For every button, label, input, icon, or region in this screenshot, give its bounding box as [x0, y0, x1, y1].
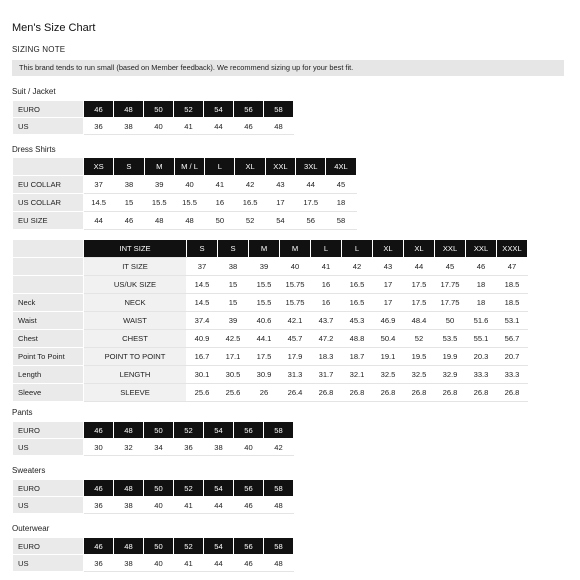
row-label: EURO	[13, 101, 84, 118]
size-cell: 16.5	[235, 194, 265, 212]
size-cell: 50	[144, 480, 174, 497]
table-row	[13, 330, 528, 348]
size-header-cell: L	[342, 240, 373, 258]
measurement-cell: 20.3	[466, 348, 497, 366]
measurement-cell: 33.3	[497, 366, 528, 384]
size-cell: 44	[204, 555, 234, 572]
table-row	[13, 348, 528, 366]
table-row	[13, 176, 357, 194]
measurement-cell: 15.5	[249, 294, 280, 312]
size-cell: 41	[205, 176, 235, 194]
size-cell: 44	[84, 212, 114, 230]
measurement-cell: 42.5	[218, 330, 249, 348]
measurement-cell: 25.6	[218, 384, 249, 402]
size-cell: 45	[326, 176, 356, 194]
measurement-cell: 18.5	[497, 276, 528, 294]
measurement-cell: 17.5	[249, 348, 280, 366]
measurement-cell: 30.1	[187, 366, 218, 384]
row-label: EURO	[13, 422, 84, 439]
measurement-cell: 40.6	[249, 312, 280, 330]
size-cell: 46	[84, 422, 114, 439]
size-cell: 48	[144, 212, 174, 230]
size-cell: 48	[264, 555, 294, 572]
size-cell: 50	[144, 101, 174, 118]
size-cell: 48	[114, 480, 144, 497]
size-cell: 58	[264, 422, 294, 439]
size-cell: 15.5	[174, 194, 204, 212]
size-cell: 56	[234, 422, 264, 439]
measurement-cell: 16	[311, 294, 342, 312]
row-label	[13, 158, 84, 176]
size-cell: 56	[296, 212, 326, 230]
measurement-cell: 26.8	[373, 384, 404, 402]
size-cell: 52	[174, 480, 204, 497]
table-row	[13, 101, 294, 118]
measurement-cell: 42	[342, 258, 373, 276]
table-row	[13, 497, 294, 514]
size-cell: 40	[144, 555, 174, 572]
row-label	[13, 276, 84, 294]
size-cell: 54	[204, 101, 234, 118]
size-cell: 36	[84, 118, 114, 135]
size-cell: 48	[264, 118, 294, 135]
table-row	[13, 118, 294, 135]
measurement-cell: 18	[466, 276, 497, 294]
measurement-cell: 48.8	[342, 330, 373, 348]
size-cell: 40	[144, 118, 174, 135]
measurement-name: IT SIZE	[84, 258, 187, 276]
measurement-cell: 48.4	[404, 312, 435, 330]
measurement-cell: 55.1	[466, 330, 497, 348]
size-header-cell: M / L	[174, 158, 204, 176]
measurement-cell: 15.75	[280, 294, 311, 312]
size-cell: 44	[204, 497, 234, 514]
size-cell: 42	[264, 439, 294, 456]
size-cell: 16	[205, 194, 235, 212]
size-header-cell: M	[144, 158, 174, 176]
size-cell: 46	[84, 538, 114, 555]
row-label: Sleeve	[13, 384, 84, 402]
row-label	[13, 240, 84, 258]
measurement-cell: 26.8	[466, 384, 497, 402]
measurement-cell: 32.9	[435, 366, 466, 384]
size-cell: 56	[234, 101, 264, 118]
sizing-note-heading: SIZING NOTE	[12, 45, 66, 54]
table-row	[13, 212, 357, 230]
size-cell: 17	[265, 194, 295, 212]
row-label: EURO	[13, 480, 84, 497]
row-label: EURO	[13, 538, 84, 555]
row-label: Point To Point	[13, 348, 84, 366]
measurement-cell: 40	[280, 258, 311, 276]
sizing-note-box: This brand tends to run small (based on Member feedback). We recommend sizing up for your best fit.	[12, 60, 564, 76]
table-row	[13, 538, 294, 555]
measurement-cell: 45.3	[342, 312, 373, 330]
size-cell: 38	[114, 118, 144, 135]
size-cell: 38	[114, 176, 144, 194]
measurement-cell: 19.1	[373, 348, 404, 366]
size-cell: 36	[84, 497, 114, 514]
measurement-cell: 19.5	[404, 348, 435, 366]
measurement-cell: 31.7	[311, 366, 342, 384]
size-cell: 14.5	[84, 194, 114, 212]
section-heading-dress-shirts: Dress Shirts	[12, 145, 56, 154]
size-cell: 38	[114, 555, 144, 572]
row-label: US	[13, 439, 84, 456]
measurement-cell: 38	[218, 258, 249, 276]
outerwear-size-table	[12, 537, 294, 572]
measurement-cell: 25.6	[187, 384, 218, 402]
table-row	[13, 366, 528, 384]
section-heading-suit: Suit / Jacket	[12, 87, 56, 96]
size-cell: 52	[174, 538, 204, 555]
measurement-cell: 17.1	[218, 348, 249, 366]
measurement-cell: 26	[249, 384, 280, 402]
size-header-cell: M	[280, 240, 311, 258]
size-cell: 15	[114, 194, 144, 212]
size-cell: 52	[235, 212, 265, 230]
row-label	[13, 258, 84, 276]
size-cell: 50	[144, 422, 174, 439]
size-cell: 41	[174, 497, 204, 514]
table-row	[13, 258, 528, 276]
measurement-cell: 44.1	[249, 330, 280, 348]
measurement-cell: 17.5	[404, 276, 435, 294]
measurement-cell: 43.7	[311, 312, 342, 330]
measurement-name: NECK	[84, 294, 187, 312]
size-header-cell: 3XL	[296, 158, 326, 176]
size-cell: 50	[205, 212, 235, 230]
section-heading-pants: Pants	[12, 408, 33, 417]
table-row	[13, 276, 528, 294]
measurement-cell: 41	[311, 258, 342, 276]
size-cell: 54	[204, 538, 234, 555]
measurement-cell: 15	[218, 276, 249, 294]
dress-shirts-size-table	[12, 157, 357, 230]
size-header-cell: S	[218, 240, 249, 258]
size-header-cell: XL	[373, 240, 404, 258]
size-cell: 46	[234, 497, 264, 514]
size-cell: 17.5	[296, 194, 326, 212]
size-cell: 58	[264, 538, 294, 555]
measurement-cell: 46.9	[373, 312, 404, 330]
measurement-cell: 19.9	[435, 348, 466, 366]
measurement-cell: 16.5	[342, 276, 373, 294]
size-header-cell: S	[114, 158, 144, 176]
suit-size-table	[12, 100, 294, 135]
measurement-name: POINT TO POINT	[84, 348, 187, 366]
sweaters-size-table	[12, 479, 294, 514]
measurement-cell: 18.3	[311, 348, 342, 366]
size-cell: 38	[204, 439, 234, 456]
size-cell: 46	[234, 118, 264, 135]
measurement-cell: 14.5	[187, 276, 218, 294]
measurement-cell: 16.7	[187, 348, 218, 366]
size-cell: 52	[174, 101, 204, 118]
row-label: EU SIZE	[13, 212, 84, 230]
size-header-cell: 4XL	[326, 158, 356, 176]
measurement-cell: 53.5	[435, 330, 466, 348]
measurement-cell: 26.8	[342, 384, 373, 402]
table-header-row	[13, 158, 357, 176]
measurement-cell: 52	[404, 330, 435, 348]
table-header-row	[13, 240, 528, 258]
measurement-cell: 39	[249, 258, 280, 276]
table-row	[13, 480, 294, 497]
measurement-name: CHEST	[84, 330, 187, 348]
measurement-cell: 17	[373, 276, 404, 294]
measurement-cell: 32.5	[404, 366, 435, 384]
size-cell: 41	[174, 118, 204, 135]
size-cell: 54	[204, 480, 234, 497]
measurement-cell: 20.7	[497, 348, 528, 366]
measurement-cell: 45	[435, 258, 466, 276]
measurement-cell: 18.7	[342, 348, 373, 366]
measurement-cell: 26.4	[280, 384, 311, 402]
size-cell: 58	[264, 480, 294, 497]
size-header-cell: XXL	[265, 158, 295, 176]
size-cell: 46	[114, 212, 144, 230]
size-header-cell: XXL	[435, 240, 466, 258]
size-cell: 48	[114, 101, 144, 118]
row-label: US	[13, 497, 84, 514]
size-cell: 44	[296, 176, 326, 194]
row-label: Waist	[13, 312, 84, 330]
measurement-cell: 26.8	[435, 384, 466, 402]
table-row	[13, 384, 528, 402]
row-label: EU COLLAR	[13, 176, 84, 194]
size-cell: 32	[114, 439, 144, 456]
row-label: US	[13, 555, 84, 572]
measurement-cell: 50.4	[373, 330, 404, 348]
size-cell: 58	[264, 101, 294, 118]
size-cell: 48	[114, 422, 144, 439]
measurement-cell: 15.5	[249, 276, 280, 294]
size-cell: 41	[174, 555, 204, 572]
size-header-cell: L	[205, 158, 235, 176]
section-heading-outerwear: Outerwear	[12, 524, 50, 533]
size-cell: 15.5	[144, 194, 174, 212]
size-cell: 48	[114, 538, 144, 555]
size-header-cell: XL	[235, 158, 265, 176]
measurement-name: US/UK SIZE	[84, 276, 187, 294]
row-label: Neck	[13, 294, 84, 312]
table-row	[13, 555, 294, 572]
size-cell: 38	[114, 497, 144, 514]
measurement-cell: 44	[404, 258, 435, 276]
size-cell: 37	[84, 176, 114, 194]
measurement-cell: 43	[373, 258, 404, 276]
size-header-cell: M	[249, 240, 280, 258]
table-row	[13, 422, 294, 439]
size-header-cell: XXL	[466, 240, 497, 258]
measurement-cell: 56.7	[497, 330, 528, 348]
section-heading-sweaters: Sweaters	[12, 466, 46, 475]
measurement-cell: 18.5	[497, 294, 528, 312]
size-cell: 46	[234, 555, 264, 572]
row-label: Chest	[13, 330, 84, 348]
measurement-cell: 30.9	[249, 366, 280, 384]
size-cell: 40	[174, 176, 204, 194]
size-cell: 52	[174, 422, 204, 439]
measurement-name: SLEEVE	[84, 384, 187, 402]
row-label: US	[13, 118, 84, 135]
measurement-cell: 16.5	[342, 294, 373, 312]
measurement-cell: 33.3	[466, 366, 497, 384]
size-cell: 46	[84, 101, 114, 118]
size-cell: 30	[84, 439, 114, 456]
measurement-cell: 32.1	[342, 366, 373, 384]
measurement-cell: 30.5	[218, 366, 249, 384]
measurement-cell: 53.1	[497, 312, 528, 330]
measurement-cell: 15.75	[280, 276, 311, 294]
measurement-cell: 47	[497, 258, 528, 276]
measurement-name: WAIST	[84, 312, 187, 330]
measurement-cell: 17.75	[435, 276, 466, 294]
size-header-cell: XXXL	[497, 240, 528, 258]
measurement-cell: 39	[218, 312, 249, 330]
size-header-cell: L	[311, 240, 342, 258]
measurement-cell: 17.9	[280, 348, 311, 366]
measurement-cell: 45.7	[280, 330, 311, 348]
size-cell: 54	[265, 212, 295, 230]
measurement-cell: 17.75	[435, 294, 466, 312]
measurement-cell: 32.5	[373, 366, 404, 384]
measurement-cell: 37	[187, 258, 218, 276]
row-label: US COLLAR	[13, 194, 84, 212]
size-cell: 36	[174, 439, 204, 456]
measurement-cell: 40.9	[187, 330, 218, 348]
size-cell: 44	[204, 118, 234, 135]
measurement-cell: 47.2	[311, 330, 342, 348]
table-row	[13, 439, 294, 456]
size-cell: 46	[84, 480, 114, 497]
measurement-cell: 46	[466, 258, 497, 276]
size-cell: 18	[326, 194, 356, 212]
measurement-name: LENGTH	[84, 366, 187, 384]
measurement-cell: 15	[218, 294, 249, 312]
size-cell: 54	[204, 422, 234, 439]
size-cell: 34	[144, 439, 174, 456]
measurement-cell: 50	[435, 312, 466, 330]
size-header-cell: S	[187, 240, 218, 258]
size-header-cell: XL	[404, 240, 435, 258]
row-label: Length	[13, 366, 84, 384]
measurement-cell: 37.4	[187, 312, 218, 330]
table-row	[13, 194, 357, 212]
size-cell: 56	[234, 538, 264, 555]
table-row	[13, 294, 528, 312]
measurement-cell: 31.3	[280, 366, 311, 384]
size-cell: 56	[234, 480, 264, 497]
measurement-cell: 42.1	[280, 312, 311, 330]
size-cell: 40	[144, 497, 174, 514]
measurement-cell: 18	[466, 294, 497, 312]
size-cell: 48	[174, 212, 204, 230]
size-cell: 40	[234, 439, 264, 456]
size-cell: 42	[235, 176, 265, 194]
measurement-cell: 17	[373, 294, 404, 312]
measurement-cell: 26.8	[311, 384, 342, 402]
page-title: Men's Size Chart	[12, 22, 96, 34]
size-cell: 39	[144, 176, 174, 194]
measurement-cell: 26.8	[404, 384, 435, 402]
size-header-cell: XS	[84, 158, 114, 176]
int-size-header: INT SIZE	[84, 240, 187, 258]
measurement-cell: 14.5	[187, 294, 218, 312]
measurement-cell: 17.5	[404, 294, 435, 312]
measurement-cell: 51.6	[466, 312, 497, 330]
size-cell: 50	[144, 538, 174, 555]
measurements-table	[12, 239, 528, 402]
pants-size-table	[12, 421, 294, 456]
size-cell: 36	[84, 555, 114, 572]
measurement-cell: 26.8	[497, 384, 528, 402]
size-cell: 58	[326, 212, 356, 230]
measurement-cell: 16	[311, 276, 342, 294]
size-cell: 43	[265, 176, 295, 194]
table-row	[13, 312, 528, 330]
size-cell: 48	[264, 497, 294, 514]
